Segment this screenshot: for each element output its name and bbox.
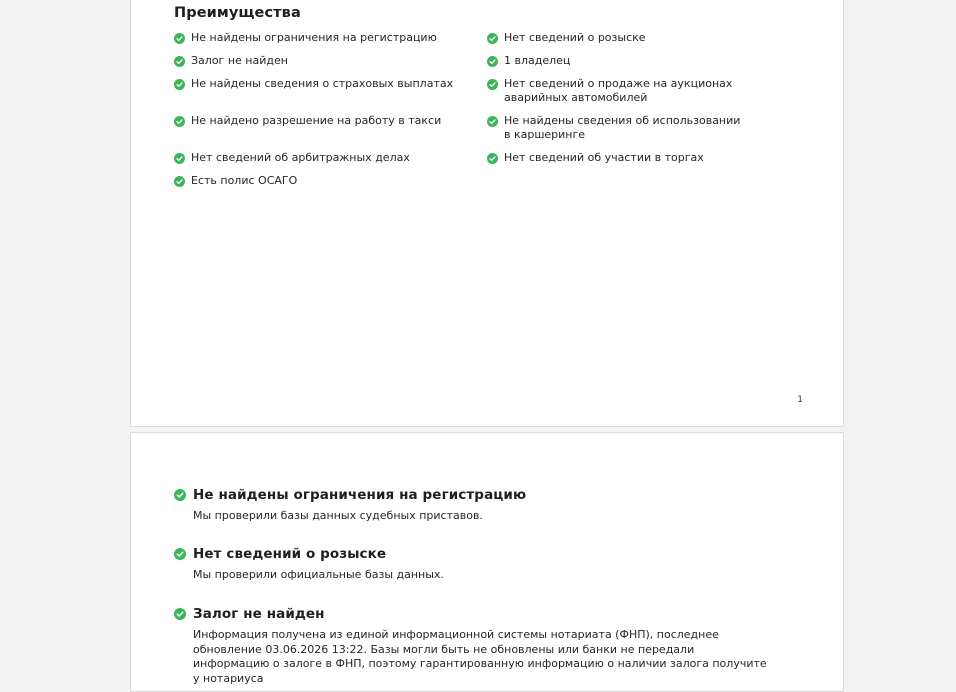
advantage-item: [487, 31, 787, 45]
detail-section: [174, 546, 774, 583]
detail-title: Не найдены ограничения на регистрацию: [193, 487, 527, 503]
check-circle-icon: [174, 79, 185, 90]
detail-heading: [174, 487, 774, 503]
check-circle-icon: [487, 116, 498, 127]
advantage-label: Не найдены ограничения на регистрацию: [191, 31, 437, 44]
advantages-list: [174, 31, 814, 197]
check-circle-icon: [174, 489, 186, 501]
detail-title: Нет сведений о розыске: [193, 546, 387, 562]
detail-section: [174, 487, 774, 524]
advantage-item: [174, 54, 487, 68]
advantage-item: [174, 31, 487, 45]
detail-section: [174, 606, 774, 686]
detail-text: Информация получена из единой информационной системы нотариата (ФНП), последнее обновление 03.06.2026 13:22. Базы могли быть не обновлены или банки не передали информацию о залоге в ФНП, поэтому гарантированную информацию о наличии залога получите у нотариуса: [193, 628, 767, 685]
advantage-label: Не найдено разрешение на работу в такси: [191, 114, 442, 127]
advantage-item: [174, 151, 487, 165]
detail-heading: [174, 606, 774, 622]
advantage-item: [174, 174, 487, 188]
advantage-item: [487, 54, 787, 68]
advantage-item: [174, 77, 487, 105]
page-2: [130, 432, 844, 692]
advantage-label: Нет сведений о продаже на аукционах аварийных автомобилей: [504, 77, 733, 104]
check-circle-icon: [174, 116, 185, 127]
advantage-label: Есть полис ОСАГО: [191, 174, 298, 187]
advantage-item: [487, 114, 787, 142]
advantage-label: 1 владелец: [504, 54, 571, 67]
advantage-item: [487, 151, 787, 165]
advantage-item: [487, 77, 787, 105]
advantage-label: Нет сведений об арбитражных делах: [191, 151, 410, 164]
check-circle-icon: [487, 153, 498, 164]
check-circle-icon: [174, 176, 185, 187]
detail-heading: [174, 546, 774, 562]
detail-title: Залог не найден: [193, 606, 325, 622]
check-circle-icon: [174, 608, 186, 620]
detail-text: Мы проверили базы данных судебных приставов.: [193, 509, 483, 522]
check-circle-icon: [487, 33, 498, 44]
detail-text: Мы проверили официальные базы данных.: [193, 568, 444, 581]
advantage-item: [174, 114, 487, 142]
check-circle-icon: [174, 56, 185, 67]
advantage-label: Нет сведений о розыске: [504, 31, 646, 44]
advantage-label: Не найдены сведения об использовании в каршеринге: [504, 114, 741, 141]
check-circle-icon: [487, 56, 498, 67]
check-circle-icon: [174, 548, 186, 560]
check-circle-icon: [174, 33, 185, 44]
page-number: 1: [797, 395, 803, 405]
check-circle-icon: [174, 153, 185, 164]
check-circle-icon: [487, 79, 498, 90]
advantage-label: Не найдены сведения о страховых выплатах: [191, 77, 454, 90]
advantage-label: Нет сведений об участии в торгах: [504, 151, 704, 164]
page-1: [130, 0, 844, 427]
advantages-title: Преимущества: [174, 5, 301, 21]
advantage-label: Залог не найден: [191, 54, 288, 67]
